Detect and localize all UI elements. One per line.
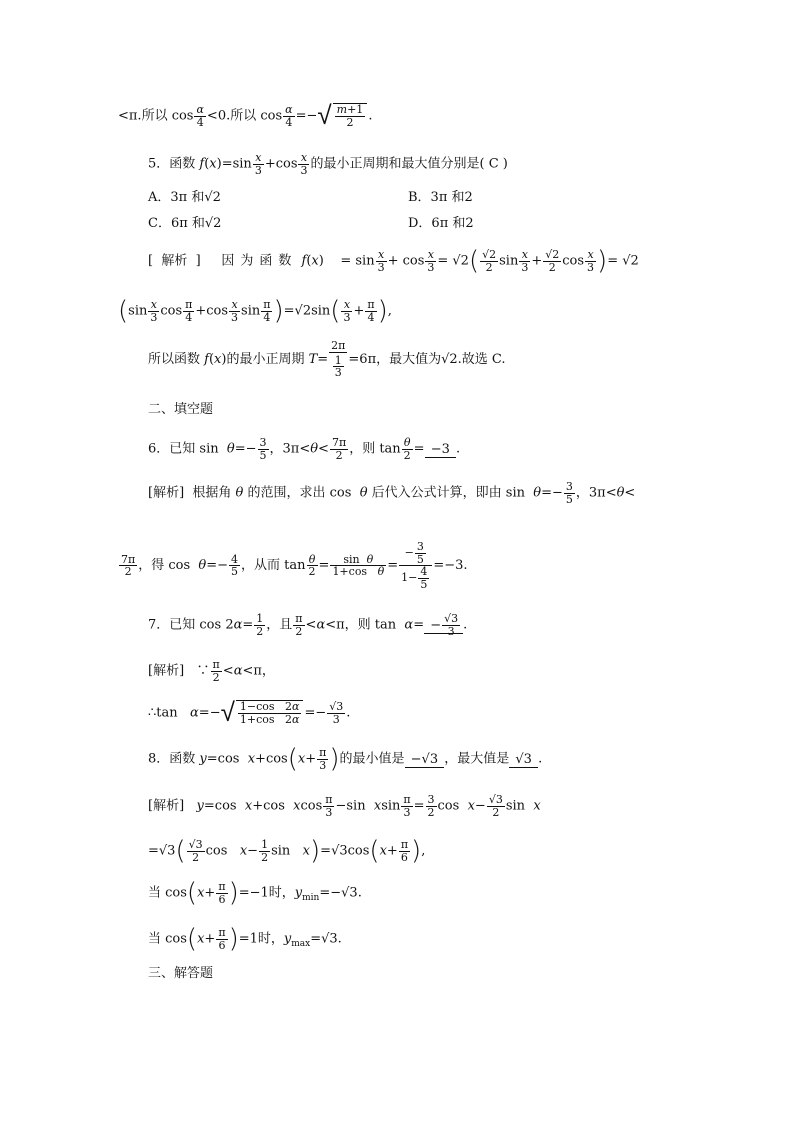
question-6: 6．已知 sin θ=− $\frac{3}{5}$ ，3π<θ< $\frac{7\pi}{2}$ ，则 tan $\frac{\theta}{2}$ = −3 . [148,436,461,462]
q8-solution-2: =√3( $\frac{√3}{2}$ cos x− $\frac{1}{2}$ sin x)=√3cos(x+ $\frac{\pi}{6}$ ), [148,836,426,866]
section-title-fill-blank: 二、填空题 [148,402,214,417]
q8-solution-1: [解析] y=cos x+cos xcos $\frac{\pi}{3}$ −sin xsin $\frac{\pi}{3}$ = $\frac{3}{2}$ cos x− $\frac{√3}{2}$ sin x [148,793,541,819]
q5-option-c: C．6π 和√2 [148,216,222,231]
q6-solution-2: $\frac{7\pi}{2}$ ，得 cos θ=− $\frac{4}{5}$ ，从而 tan $\frac{\theta}{2}$ = $\frac{\text{sin θ}}{\text{1+cos θ}}$ = − $\frac{3}{5}$ 1− $\frac{4}{5}$ =−3. [121,540,468,591]
question-8: 8．函数 y=cos x+cos(x+ $\frac{\pi}{3}$ )的最小值是 −√3 ，最大值是 √3 . [148,744,543,774]
section-title-answer: 三、解答题 [148,966,214,981]
question-5: 5．函数 f(x)=sin $\frac{x}{3}$ +cos $\frac{x}{3}$ 的最小正周期和最大值分别是( C ) [148,151,508,177]
q5-solution-2: (sin $\frac{x}{3}$ cos $\frac{\pi}{4}$ +cos $\frac{x}{3}$ sin $\frac{\pi}{4}$ )=√2sin( $\frac{x}{3}$ + $\frac{\pi}{4}$ ), [118,296,392,326]
q8-solution-4: 当 cos(x+ $\frac{\pi}{6}$ )=1时，$y_{max}=√3$. [148,924,342,954]
q5-option-d: D．6π 和2 [408,216,474,231]
line-l1: <π.所以 cos $\frac{\alpha}{4}$ <0.所以 cos $\frac{\alpha}{4}$ =−√ $\frac{m+1}{2}$ . [118,101,373,131]
q6-solution-1: [解析] 根据角 θ 的范围，求出 cos θ 后代入公式计算，即由 sin θ=− $\frac{3}{5}$ ，3π<θ< [148,480,636,506]
q7-solution-2: ∴tan α=−√ $\frac{1-\cos 2\alpha}{1+\cos 2\alpha}$ =− $\frac{√3}{3}$ . [148,698,351,728]
q5-solution-3: 所以函数 f(x)的最小正周期 T= $\frac{2\pi}{\frac{1}{3}}$ =6π，最大值为√2.故选 C. [148,339,506,380]
q5-option-a: A．3π 和√2 [148,190,221,205]
q8-solution-3: 当 cos(x+ $\frac{\pi}{6}$ )=−1时，$y_{min}=-√3$. [148,878,362,908]
q5-solution-1: [ 解析 ] 因为函数 f(x) = sin $\frac{x}{3}$ + cos $\frac{x}{3}$ = √2( $\frac{√2}{2}$ sin $\frac{x}{3}$ + $\frac{√2}{2}$ cos $\frac{x}{3}$ )= √2 [148,246,639,276]
question-7: 7．已知 cos 2α= $\frac{1}{2}$ ，且 $\frac{\pi}{2}$ <α<π，则 tan α= − $\frac{√3}{3}$ . [148,612,468,638]
q5-option-b: B．3π 和2 [408,190,473,205]
q7-solution-1: [解析] ∵ $\frac{\pi}{2}$ <α<π， [148,658,275,684]
